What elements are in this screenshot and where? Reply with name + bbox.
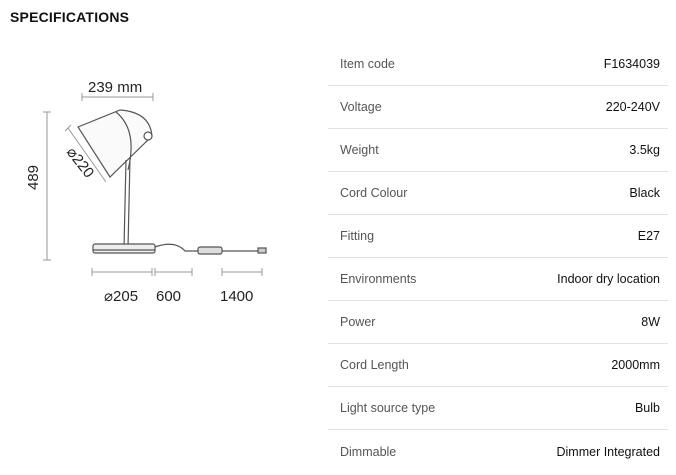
- shade-diameter-label: ⌀220: [62, 143, 98, 182]
- spec-value: Dimmer Integrated: [556, 444, 660, 459]
- spec-label: Light source type: [340, 401, 436, 415]
- spec-value: 2000mm: [611, 358, 660, 372]
- spec-row-voltage: [328, 86, 668, 129]
- spec-value: Bulb: [634, 401, 660, 415]
- spec-label: Weight: [340, 143, 379, 157]
- spec-label: Cord Colour: [340, 186, 408, 200]
- height-dimension: [25, 112, 51, 260]
- spec-value: Indoor dry location: [557, 272, 660, 286]
- spec-label: Voltage: [340, 100, 382, 114]
- spec-row-power: [328, 301, 668, 344]
- spec-value: Black: [629, 186, 660, 200]
- spec-label: Fitting: [340, 229, 375, 243]
- width-dimension-label: 239 mm: [88, 79, 143, 96]
- spec-value: F1634039: [603, 57, 660, 71]
- spec-label: Item code: [340, 57, 395, 71]
- lamp-dimension-drawing: [0, 40, 320, 320]
- spec-value: 8W: [641, 315, 660, 329]
- spec-row-cord-length: [328, 344, 668, 387]
- spec-row-environments: [328, 258, 668, 301]
- spec-value: 220-240V: [605, 100, 660, 114]
- spec-value: 3.5kg: [629, 143, 660, 157]
- width-dimension: [82, 79, 153, 101]
- height-dimension-label: 489: [25, 164, 42, 190]
- spec-label: Cord Length: [340, 358, 409, 372]
- spec-label: Power: [340, 315, 376, 329]
- specifications-table: [328, 43, 668, 473]
- spec-row-dimmable: [328, 430, 668, 473]
- spec-row-weight: [328, 129, 668, 172]
- page-title: SPECIFICATIONS: [10, 9, 130, 25]
- spec-row-fitting: [328, 215, 668, 258]
- bottom-dimensions: [92, 268, 262, 276]
- lamp-illustration: [78, 110, 266, 254]
- spec-label: Dimmable: [340, 444, 397, 459]
- spec-row-item-code: [328, 43, 668, 86]
- switch-to-plug-label: 1400: [220, 288, 254, 305]
- spec-row-cord-colour: [328, 172, 668, 215]
- spec-row-light-source-type: [328, 387, 668, 430]
- spec-value: E27: [637, 229, 660, 243]
- base-diameter-label: ⌀205: [104, 288, 139, 305]
- spec-label: Environments: [340, 272, 417, 286]
- cord-to-switch-label: 600: [156, 288, 182, 305]
